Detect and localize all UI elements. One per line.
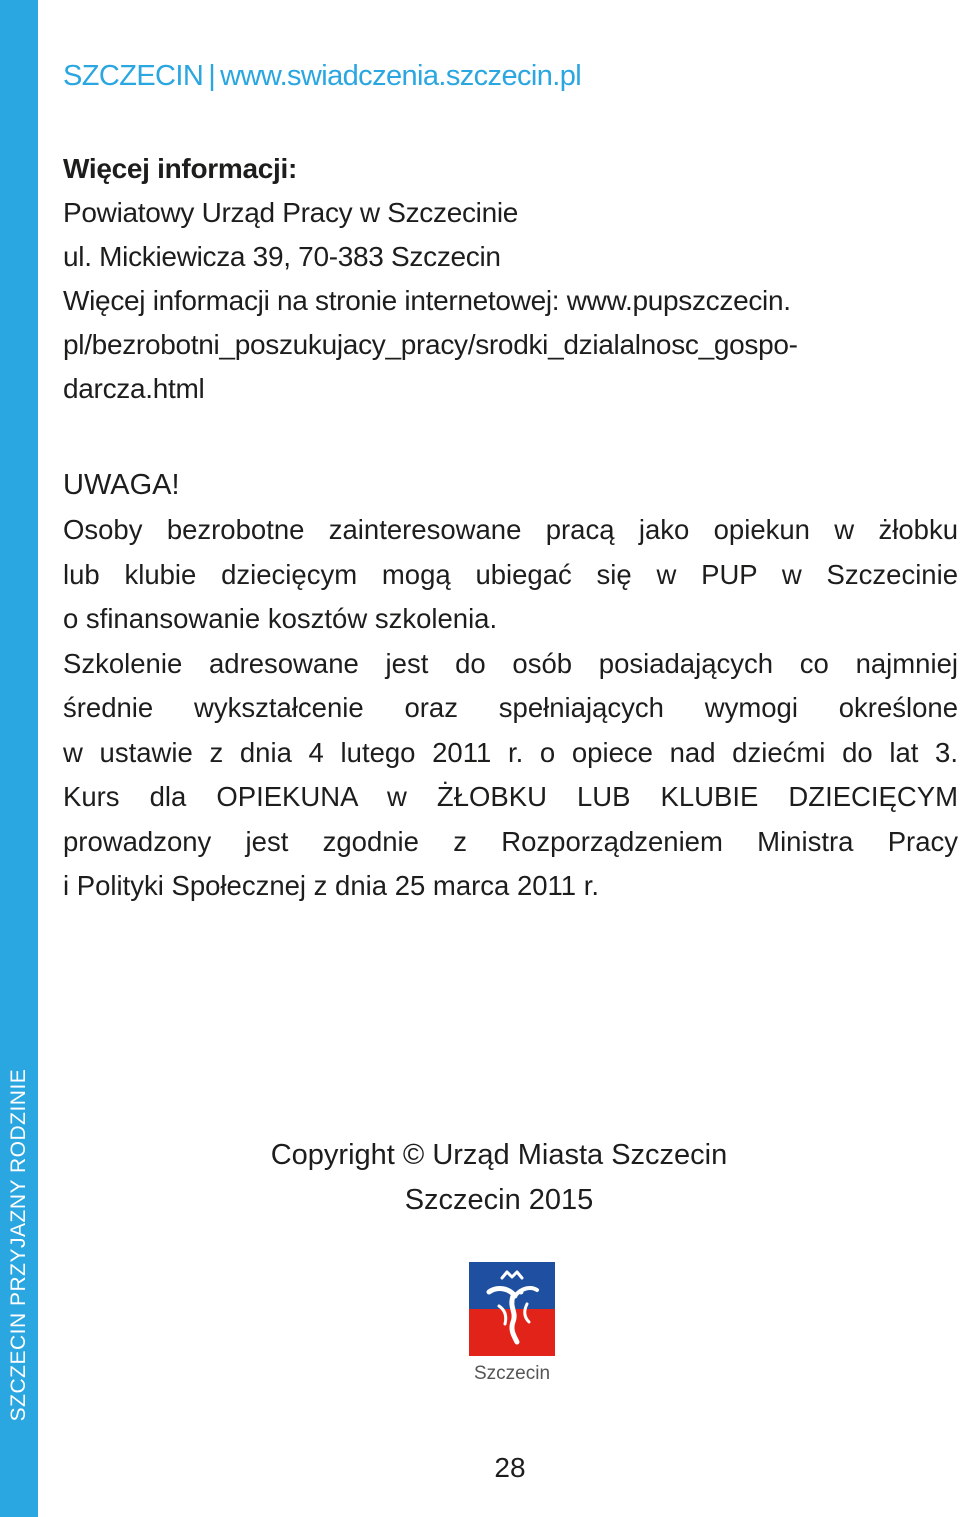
page-number: 28 — [494, 1452, 526, 1483]
contact-website-line: darcza.html — [63, 373, 205, 404]
header-url: www.swiadczenia.szczecin.pl — [220, 60, 582, 92]
copyright-line: Copyright © Urząd Miasta Szczecin — [270, 1139, 728, 1171]
notice-line: lub klubie dziecięcym mogą ubiegać się w PUP w Szczecinie — [63, 558, 958, 590]
contact-heading: Więcej informacji: — [63, 153, 297, 184]
notice-line: i Polityki Społecznej z dnia 25 marca 2011 r. — [63, 870, 600, 901]
notice-line: w ustawie z dnia 4 lutego 2011 r. o opiece nad dziećmi do lat 3. — [63, 736, 958, 768]
notice-line: prowadzony jest zgodnie z Rozporządzeniem Ministra Pracy — [63, 825, 958, 857]
notice-line: Kurs dla OPIEKUNA w ŻŁOBKU LUB KLUBIE DZIECIĘCYM — [63, 781, 958, 812]
sidebar-label: SZCZECIN PRZYJAZNY RODZINIE — [7, 1068, 30, 1422]
contact-website-line: pl/bezrobotni_poszukujacy_pracy/srodki_dzialalnosc_gospo- — [63, 329, 798, 360]
contact-website-line: Więcej informacji na stronie internetowej: www.pupszczecin. — [63, 285, 791, 316]
logo-caption: Szczecin — [473, 1363, 551, 1384]
sidebar — [0, 0, 38, 1517]
notice-body — [63, 508, 958, 909]
notice-heading: UWAGA! — [63, 469, 180, 501]
contact-address: ul. Mickiewicza 39, 70-383 Szczecin — [63, 241, 501, 272]
notice-line: Osoby bezrobotne zainteresowane pracą jako opiekun w żłobku — [63, 514, 958, 545]
copyright-year: Szczecin 2015 — [404, 1184, 594, 1216]
copyright-block — [38, 1133, 960, 1223]
header-city: SZCZECIN — [63, 60, 204, 92]
notice-line: Szkolenie adresowane jest do osób posiadających co najmniej — [63, 647, 958, 679]
notice-line: o sfinansowanie kosztów szkolenia. — [63, 603, 498, 634]
szczecin-logo-icon — [469, 1262, 555, 1356]
contact-office: Powiatowy Urząd Pracy w Szczecinie — [63, 197, 519, 228]
notice-line: średnie wykształcenie oraz spełniających wymogi określone — [63, 692, 958, 723]
page-header — [63, 60, 581, 93]
header-separator: | — [208, 60, 216, 92]
contact-section — [63, 147, 958, 411]
